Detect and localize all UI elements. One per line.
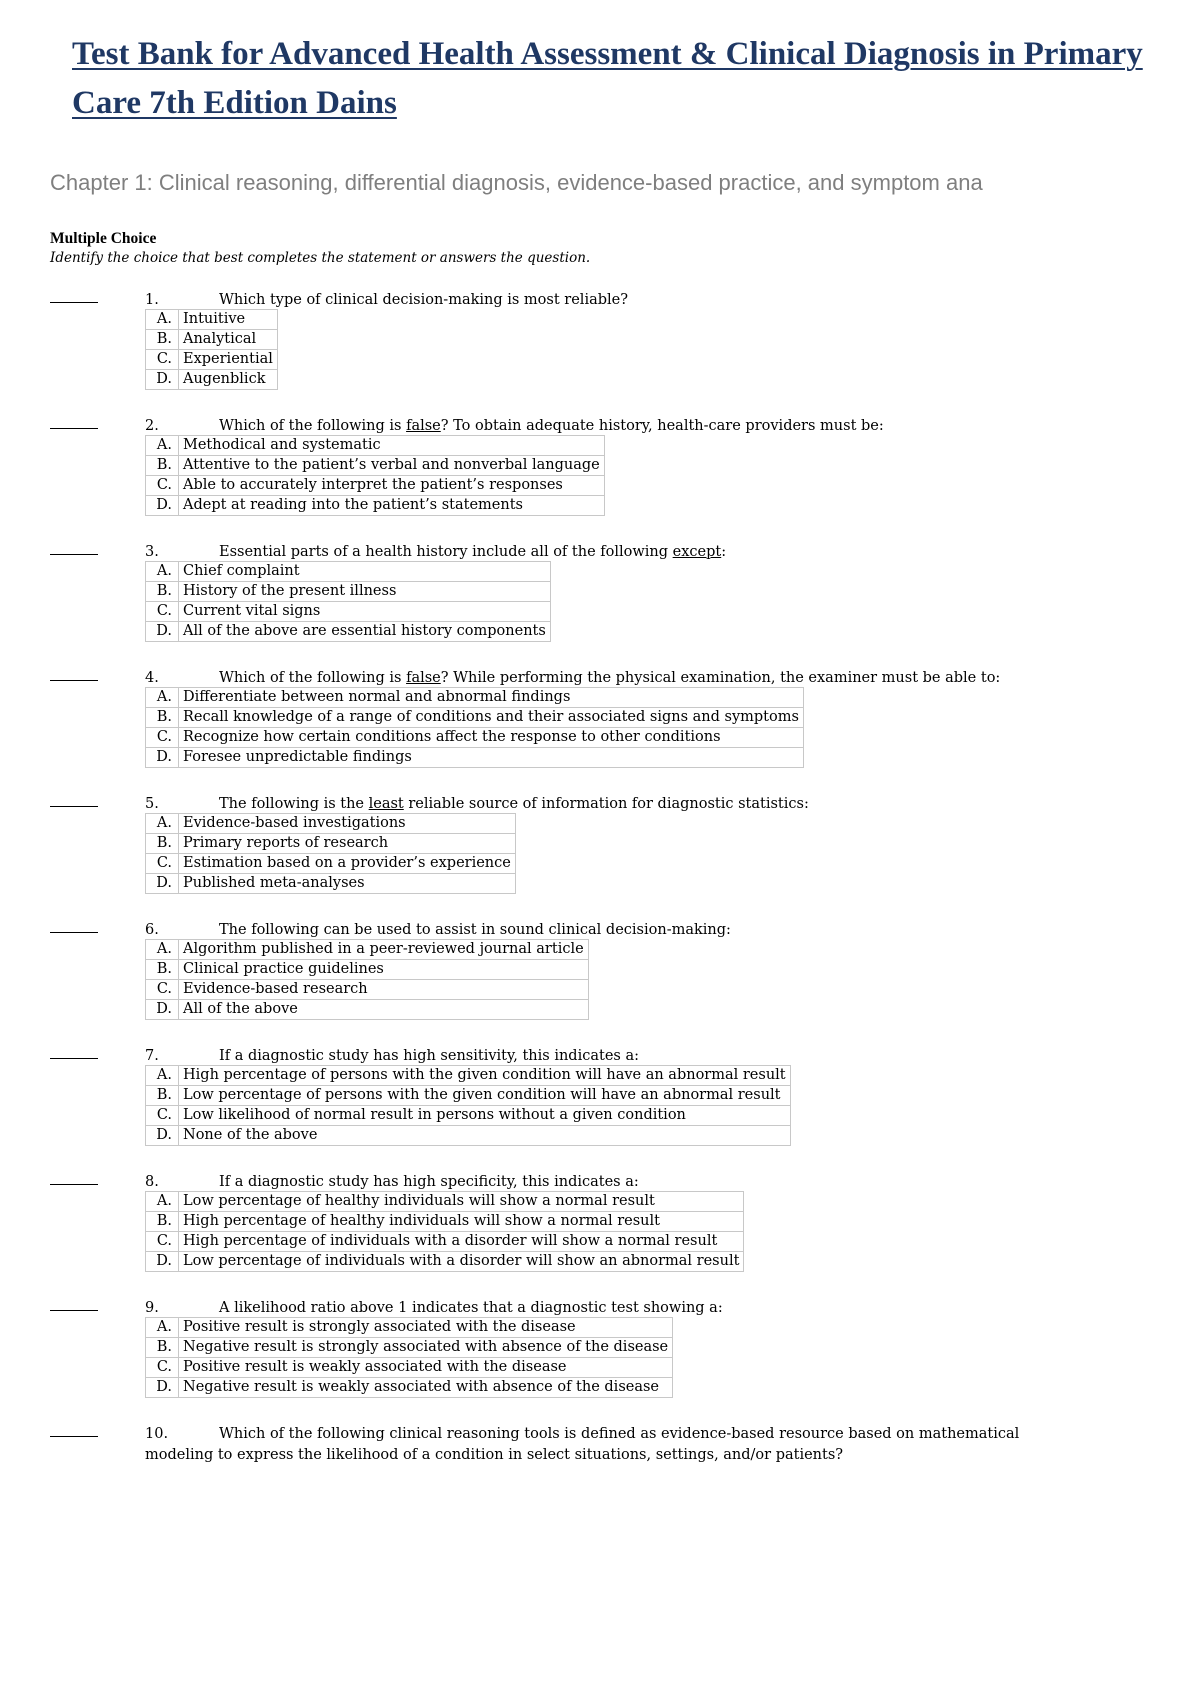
- question-number: 2.: [145, 418, 159, 434]
- option-row[interactable]: [146, 1318, 673, 1338]
- option-row[interactable]: [146, 582, 551, 602]
- option-row[interactable]: [146, 562, 551, 582]
- option-letter: C.: [146, 854, 179, 874]
- option-text: Evidence-based investigations: [179, 814, 516, 834]
- option-text: Current vital signs: [179, 602, 551, 622]
- option-letter: B.: [146, 708, 179, 728]
- answer-blank[interactable]: [50, 1058, 98, 1059]
- option-row[interactable]: [146, 1192, 744, 1212]
- option-letter: D.: [146, 496, 179, 516]
- option-row[interactable]: [146, 496, 605, 516]
- option-letter: A.: [146, 310, 179, 330]
- options-table: [145, 1065, 791, 1146]
- option-letter: D.: [146, 1126, 179, 1146]
- option-row[interactable]: [146, 1232, 744, 1252]
- question-number: 1.: [145, 292, 159, 308]
- option-row[interactable]: [146, 1252, 744, 1272]
- question-number: 6.: [145, 922, 159, 938]
- answer-blank[interactable]: [50, 680, 98, 681]
- answer-blank[interactable]: [50, 302, 98, 303]
- option-text: Methodical and systematic: [179, 436, 605, 456]
- option-row[interactable]: [146, 940, 589, 960]
- option-text: Published meta-analyses: [179, 874, 516, 894]
- option-row[interactable]: [146, 1000, 589, 1020]
- option-row[interactable]: [146, 602, 551, 622]
- option-text: Intuitive: [179, 310, 278, 330]
- option-text: Recognize how certain conditions affect the response to other conditions: [179, 728, 804, 748]
- option-text: High percentage of persons with the given condition will have an abnormal result: [179, 1066, 791, 1086]
- emphasis-word: false: [406, 418, 441, 434]
- answer-blank[interactable]: [50, 554, 98, 555]
- options-table: [145, 687, 804, 768]
- option-letter: D.: [146, 370, 179, 390]
- options-table: [145, 939, 589, 1020]
- option-text: None of the above: [179, 1126, 791, 1146]
- options-table: [145, 813, 516, 894]
- option-text: Low percentage of individuals with a disorder will show an abnormal result: [179, 1252, 744, 1272]
- question-text: A likelihood ratio above 1 indicates that a diagnostic test showing a:: [219, 1300, 723, 1316]
- option-letter: D.: [146, 748, 179, 768]
- answer-blank[interactable]: [50, 1310, 98, 1311]
- option-letter: B.: [146, 1338, 179, 1358]
- options-table: [145, 1317, 673, 1398]
- option-letter: C.: [146, 476, 179, 496]
- option-letter: D.: [146, 1378, 179, 1398]
- emphasis-word: except: [672, 544, 722, 560]
- option-text: Estimation based on a provider’s experience: [179, 854, 516, 874]
- option-row[interactable]: [146, 476, 605, 496]
- option-row[interactable]: [146, 960, 589, 980]
- option-text: High percentage of individuals with a disorder will show a normal result: [179, 1232, 744, 1252]
- option-text: Low percentage of healthy individuals will show a normal result: [179, 1192, 744, 1212]
- option-letter: B.: [146, 960, 179, 980]
- option-letter: A.: [146, 688, 179, 708]
- option-text: Experiential: [179, 350, 278, 370]
- option-text: Augenblick: [179, 370, 278, 390]
- answer-blank[interactable]: [50, 1436, 98, 1437]
- question-text: 10. Which of the following clinical reasoning tools is defined as evidence-based resource based on mathematical modeling to express the likelihood of a condition in select situations, settings, and/or patients?: [145, 1426, 1020, 1463]
- question-text: The following is the least reliable source of information for diagnostic statistics:: [219, 796, 809, 812]
- option-row[interactable]: [146, 1066, 791, 1086]
- question-text: Essential parts of a health history include all of the following except:: [219, 544, 727, 560]
- document-title: Test Bank for Advanced Health Assessment & Clinical Diagnosis in Primary Care 7th Edition Dains: [72, 36, 1143, 121]
- option-text: Algorithm published in a peer-reviewed journal article: [179, 940, 589, 960]
- option-text: Negative result is strongly associated with absence of the disease: [179, 1338, 673, 1358]
- option-text: Attentive to the patient’s verbal and nonverbal language: [179, 456, 605, 476]
- option-letter: C.: [146, 350, 179, 370]
- answer-blank[interactable]: [50, 932, 98, 933]
- option-letter: B.: [146, 1212, 179, 1232]
- option-text: All of the above are essential history components: [179, 622, 551, 642]
- answer-blank[interactable]: [50, 806, 98, 807]
- option-row[interactable]: [146, 874, 516, 894]
- option-text: Low percentage of persons with the given condition will have an abnormal result: [179, 1086, 791, 1106]
- option-text: Able to accurately interpret the patient’s responses: [179, 476, 605, 496]
- option-text: Differentiate between normal and abnormal findings: [179, 688, 804, 708]
- question-text: Which of the following is false? To obtain adequate history, health-care providers must be:: [219, 418, 884, 434]
- emphasis-word: false: [406, 670, 441, 686]
- options-table: [145, 435, 605, 516]
- question-text: If a diagnostic study has high sensitivity, this indicates a:: [219, 1048, 639, 1064]
- option-row[interactable]: [146, 814, 516, 834]
- option-letter: D.: [146, 622, 179, 642]
- option-text: Chief complaint: [179, 562, 551, 582]
- question-number: 4.: [145, 670, 159, 686]
- option-row[interactable]: [146, 748, 804, 768]
- question-number: 10.: [145, 1426, 169, 1442]
- option-letter: B.: [146, 1086, 179, 1106]
- answer-blank[interactable]: [50, 428, 98, 429]
- option-row[interactable]: [146, 708, 804, 728]
- option-row[interactable]: [146, 728, 804, 748]
- option-row[interactable]: [146, 834, 516, 854]
- option-text: Negative result is weakly associated with absence of the disease: [179, 1378, 673, 1398]
- question-number: 5.: [145, 796, 159, 812]
- option-row[interactable]: [146, 980, 589, 1000]
- option-letter: A.: [146, 940, 179, 960]
- option-letter: A.: [146, 814, 179, 834]
- option-row[interactable]: [146, 330, 278, 350]
- instructions: Identify the choice that best completes the statement or answers the question.: [50, 250, 591, 266]
- option-letter: B.: [146, 456, 179, 476]
- option-text: Low likelihood of normal result in persons without a given condition: [179, 1106, 791, 1126]
- option-row[interactable]: [146, 1378, 673, 1398]
- option-letter: C.: [146, 980, 179, 1000]
- question-text: If a diagnostic study has high specificity, this indicates a:: [219, 1174, 639, 1190]
- options-table: [145, 309, 278, 390]
- emphasis-word: least: [368, 796, 404, 812]
- question-number: 7.: [145, 1048, 159, 1064]
- question-text: The following can be used to assist in sound clinical decision-making:: [219, 922, 731, 938]
- chapter-heading: Chapter 1: Clinical reasoning, differential diagnosis, evidence-based practice, and symptom ana: [50, 170, 983, 195]
- option-text: Positive result is weakly associated with the disease: [179, 1358, 673, 1378]
- option-letter: A.: [146, 1192, 179, 1212]
- option-row[interactable]: [146, 1212, 744, 1232]
- option-row[interactable]: [146, 310, 278, 330]
- options-table: [145, 1191, 744, 1272]
- option-text: Primary reports of research: [179, 834, 516, 854]
- option-letter: A.: [146, 1318, 179, 1338]
- option-text: Positive result is strongly associated with the disease: [179, 1318, 673, 1338]
- option-letter: D.: [146, 874, 179, 894]
- option-letter: D.: [146, 1252, 179, 1272]
- option-letter: B.: [146, 330, 179, 350]
- option-row[interactable]: [146, 436, 605, 456]
- options-table: [145, 561, 551, 642]
- option-row[interactable]: [146, 622, 551, 642]
- option-row[interactable]: [146, 1338, 673, 1358]
- option-text: Evidence-based research: [179, 980, 589, 1000]
- option-letter: C.: [146, 728, 179, 748]
- option-row[interactable]: [146, 854, 516, 874]
- option-letter: C.: [146, 1232, 179, 1252]
- option-letter: D.: [146, 1000, 179, 1020]
- option-text: Adept at reading into the patient’s statements: [179, 496, 605, 516]
- option-row[interactable]: [146, 350, 278, 370]
- option-row[interactable]: [146, 1106, 791, 1126]
- option-row[interactable]: [146, 688, 804, 708]
- section-heading: Multiple Choice: [50, 230, 157, 247]
- option-letter: C.: [146, 602, 179, 622]
- option-letter: B.: [146, 834, 179, 854]
- option-letter: C.: [146, 1106, 179, 1126]
- question-text: Which type of clinical decision-making is most reliable?: [219, 292, 628, 308]
- option-letter: A.: [146, 1066, 179, 1086]
- option-text: Analytical: [179, 330, 278, 350]
- option-row[interactable]: [146, 1358, 673, 1378]
- option-letter: A.: [146, 436, 179, 456]
- option-text: High percentage of healthy individuals will show a normal result: [179, 1212, 744, 1232]
- question-number: 3.: [145, 544, 159, 560]
- option-text: History of the present illness: [179, 582, 551, 602]
- option-letter: A.: [146, 562, 179, 582]
- option-row[interactable]: [146, 1086, 791, 1106]
- option-text: All of the above: [179, 1000, 589, 1020]
- option-letter: B.: [146, 582, 179, 602]
- option-letter: C.: [146, 1358, 179, 1378]
- question-number: 8.: [145, 1174, 159, 1190]
- option-row[interactable]: [146, 1126, 791, 1146]
- option-text: Recall knowledge of a range of conditions and their associated signs and symptoms: [179, 708, 804, 728]
- option-row[interactable]: [146, 456, 605, 476]
- option-text: Foresee unpredictable findings: [179, 748, 804, 768]
- question-number: 9.: [145, 1300, 159, 1316]
- answer-blank[interactable]: [50, 1184, 98, 1185]
- option-row[interactable]: [146, 370, 278, 390]
- option-text: Clinical practice guidelines: [179, 960, 589, 980]
- question-text: Which of the following is false? While performing the physical examination, the examiner must be able to:: [219, 670, 1001, 686]
